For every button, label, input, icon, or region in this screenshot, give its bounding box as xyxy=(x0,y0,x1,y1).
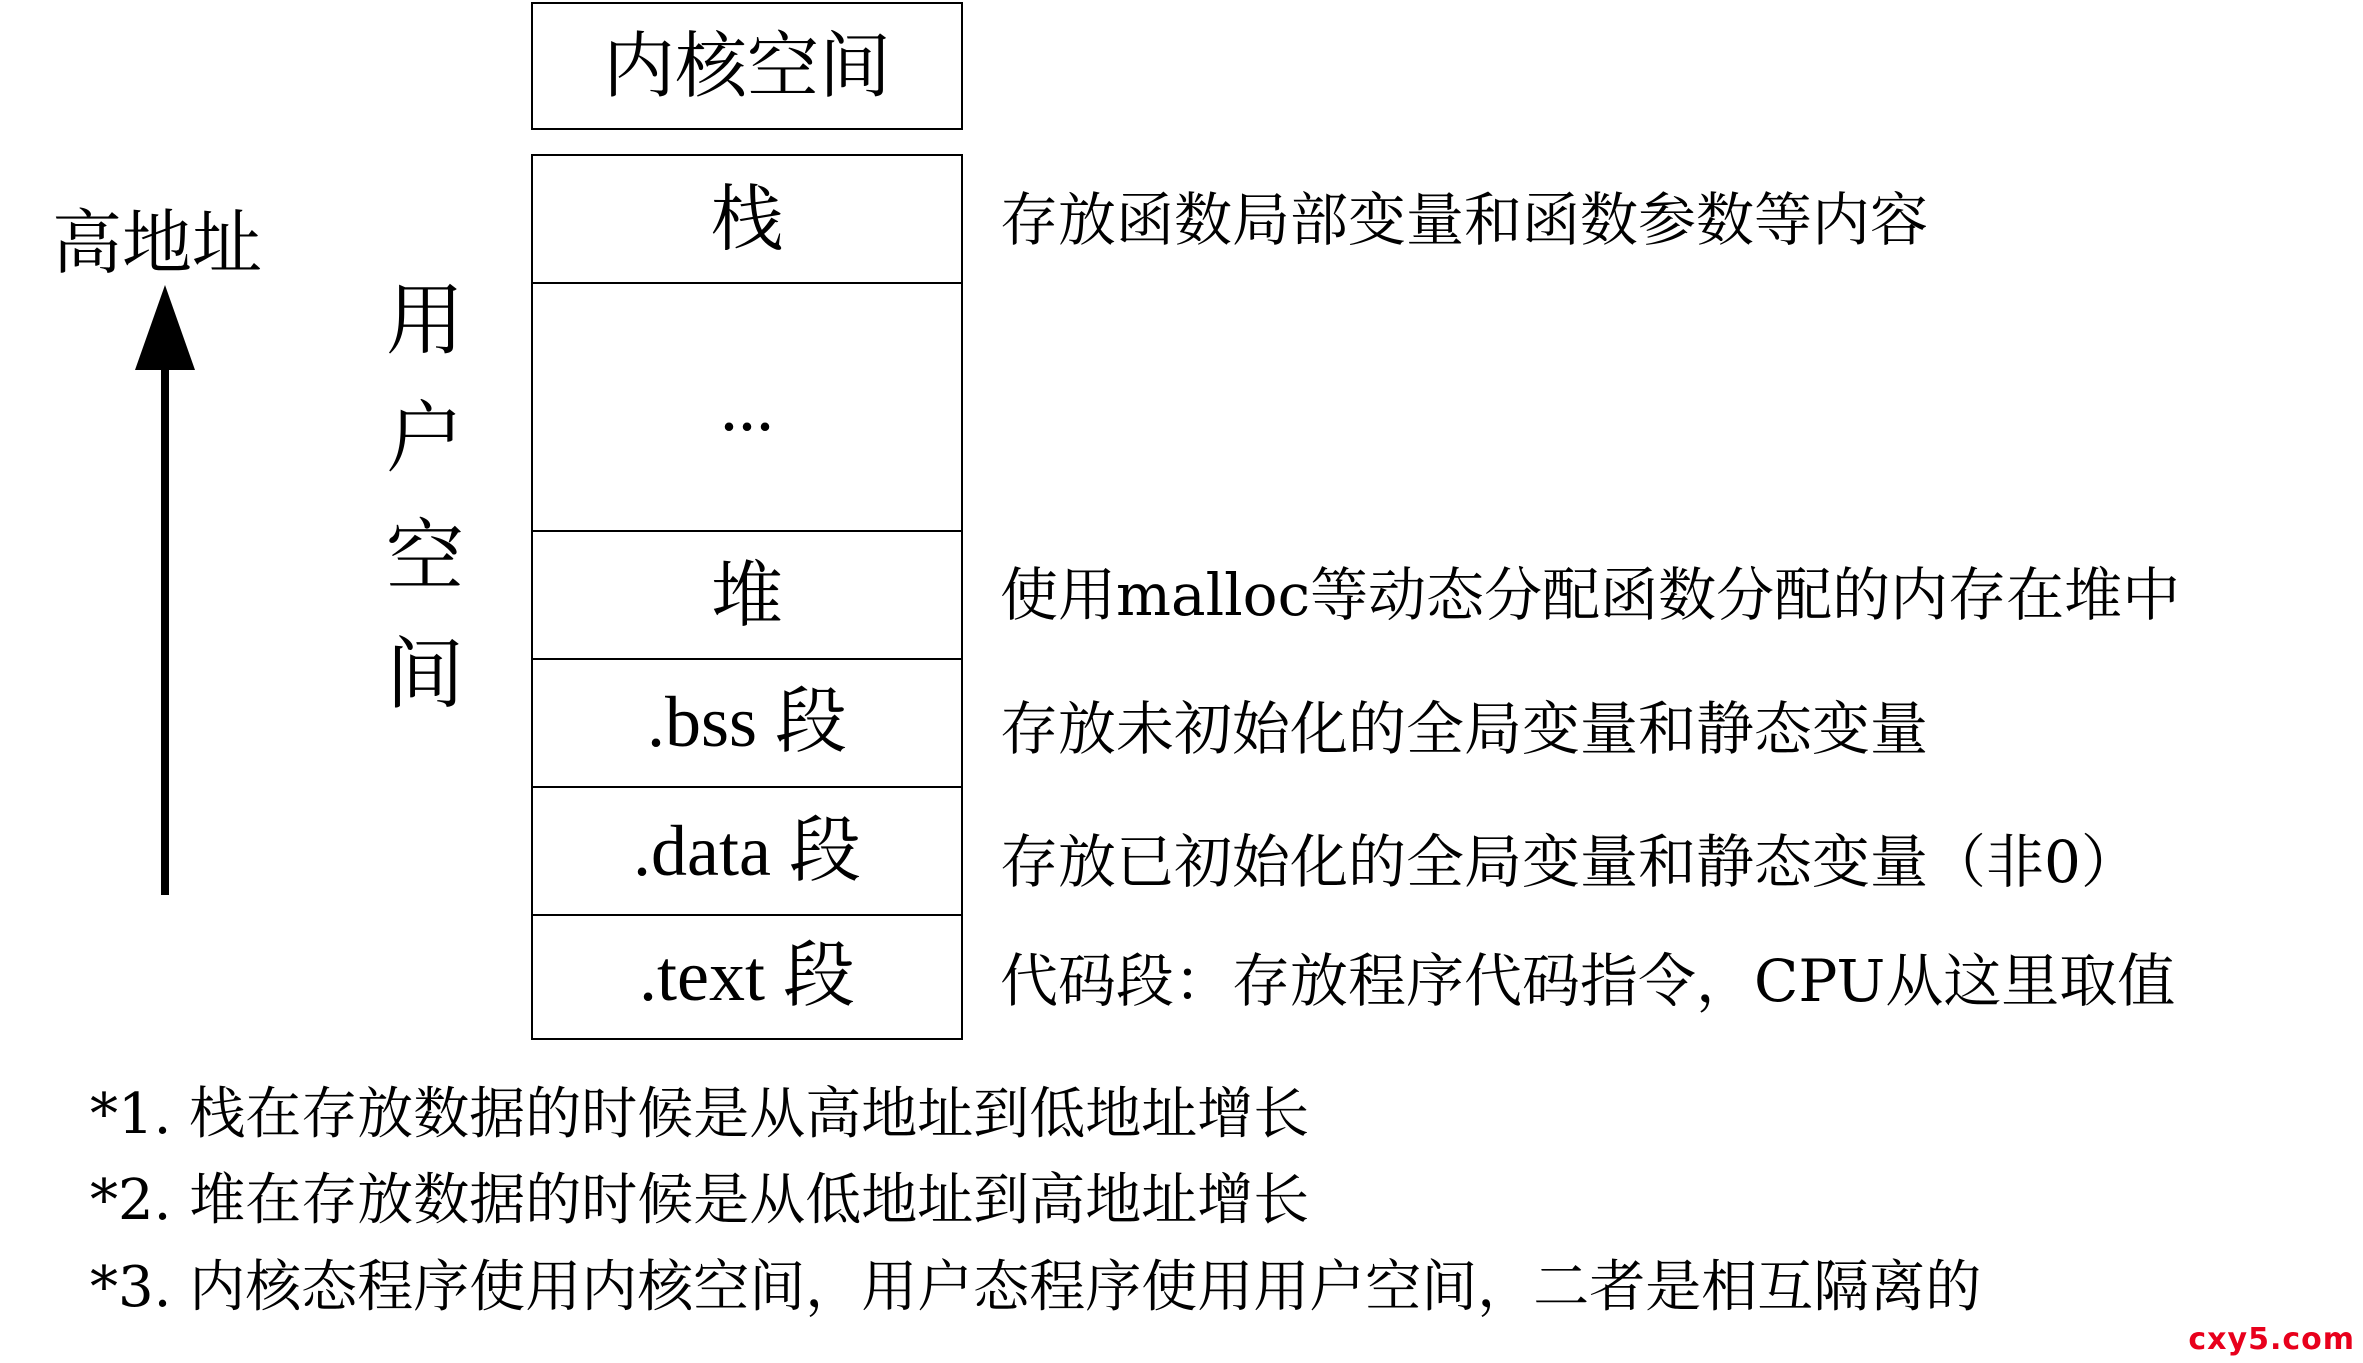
user-space-char-4: 间 xyxy=(385,630,464,720)
kernel-space-block xyxy=(531,2,963,130)
bss-block xyxy=(531,658,963,788)
user-space-char-3: 空 xyxy=(385,512,464,602)
gap-block xyxy=(531,282,963,532)
heap-block xyxy=(531,530,963,660)
data-label: .data 段 xyxy=(633,811,861,891)
text-label: .text 段 xyxy=(639,936,855,1016)
data-description: 存放已初始化的全局变量和静态变量（非0） xyxy=(1000,828,2139,896)
note-1: *1. 栈在存放数据的时候是从高地址到低地址增长 xyxy=(90,1082,1310,1147)
data-block xyxy=(531,786,963,916)
address-arrow xyxy=(130,285,200,895)
bss-label: .bss 段 xyxy=(646,682,848,762)
note-3: *3. 内核态程序使用内核空间，用户态程序使用用户空间，二者是相互隔离的 xyxy=(90,1255,1982,1320)
text-description: 代码段：存放程序代码指令，CPU从这里取值 xyxy=(1000,947,2176,1015)
stack-block xyxy=(531,154,963,284)
gap-label: ... xyxy=(720,366,774,446)
heap-description: 使用malloc等动态分配函数分配的内存在堆中 xyxy=(1000,561,2181,629)
bss-description: 存放未初始化的全局变量和静态变量 xyxy=(1000,695,1929,763)
high-address-label: 高地址 xyxy=(52,202,262,284)
up-arrow-icon xyxy=(130,285,200,895)
heap-label: 堆 xyxy=(710,553,783,637)
user-space-char-2: 户 xyxy=(385,394,464,484)
text-block xyxy=(531,914,963,1040)
stack-label: 栈 xyxy=(710,177,783,261)
user-space-char-1: 用 xyxy=(385,276,464,366)
note-2: *2. 堆在存放数据的时候是从低地址到高地址增长 xyxy=(90,1168,1310,1233)
stack-description: 存放函数局部变量和函数参数等内容 xyxy=(1000,186,1929,254)
kernel-space-label: 内核空间 xyxy=(602,24,891,108)
watermark: cxy5.com xyxy=(2188,1322,2355,1357)
